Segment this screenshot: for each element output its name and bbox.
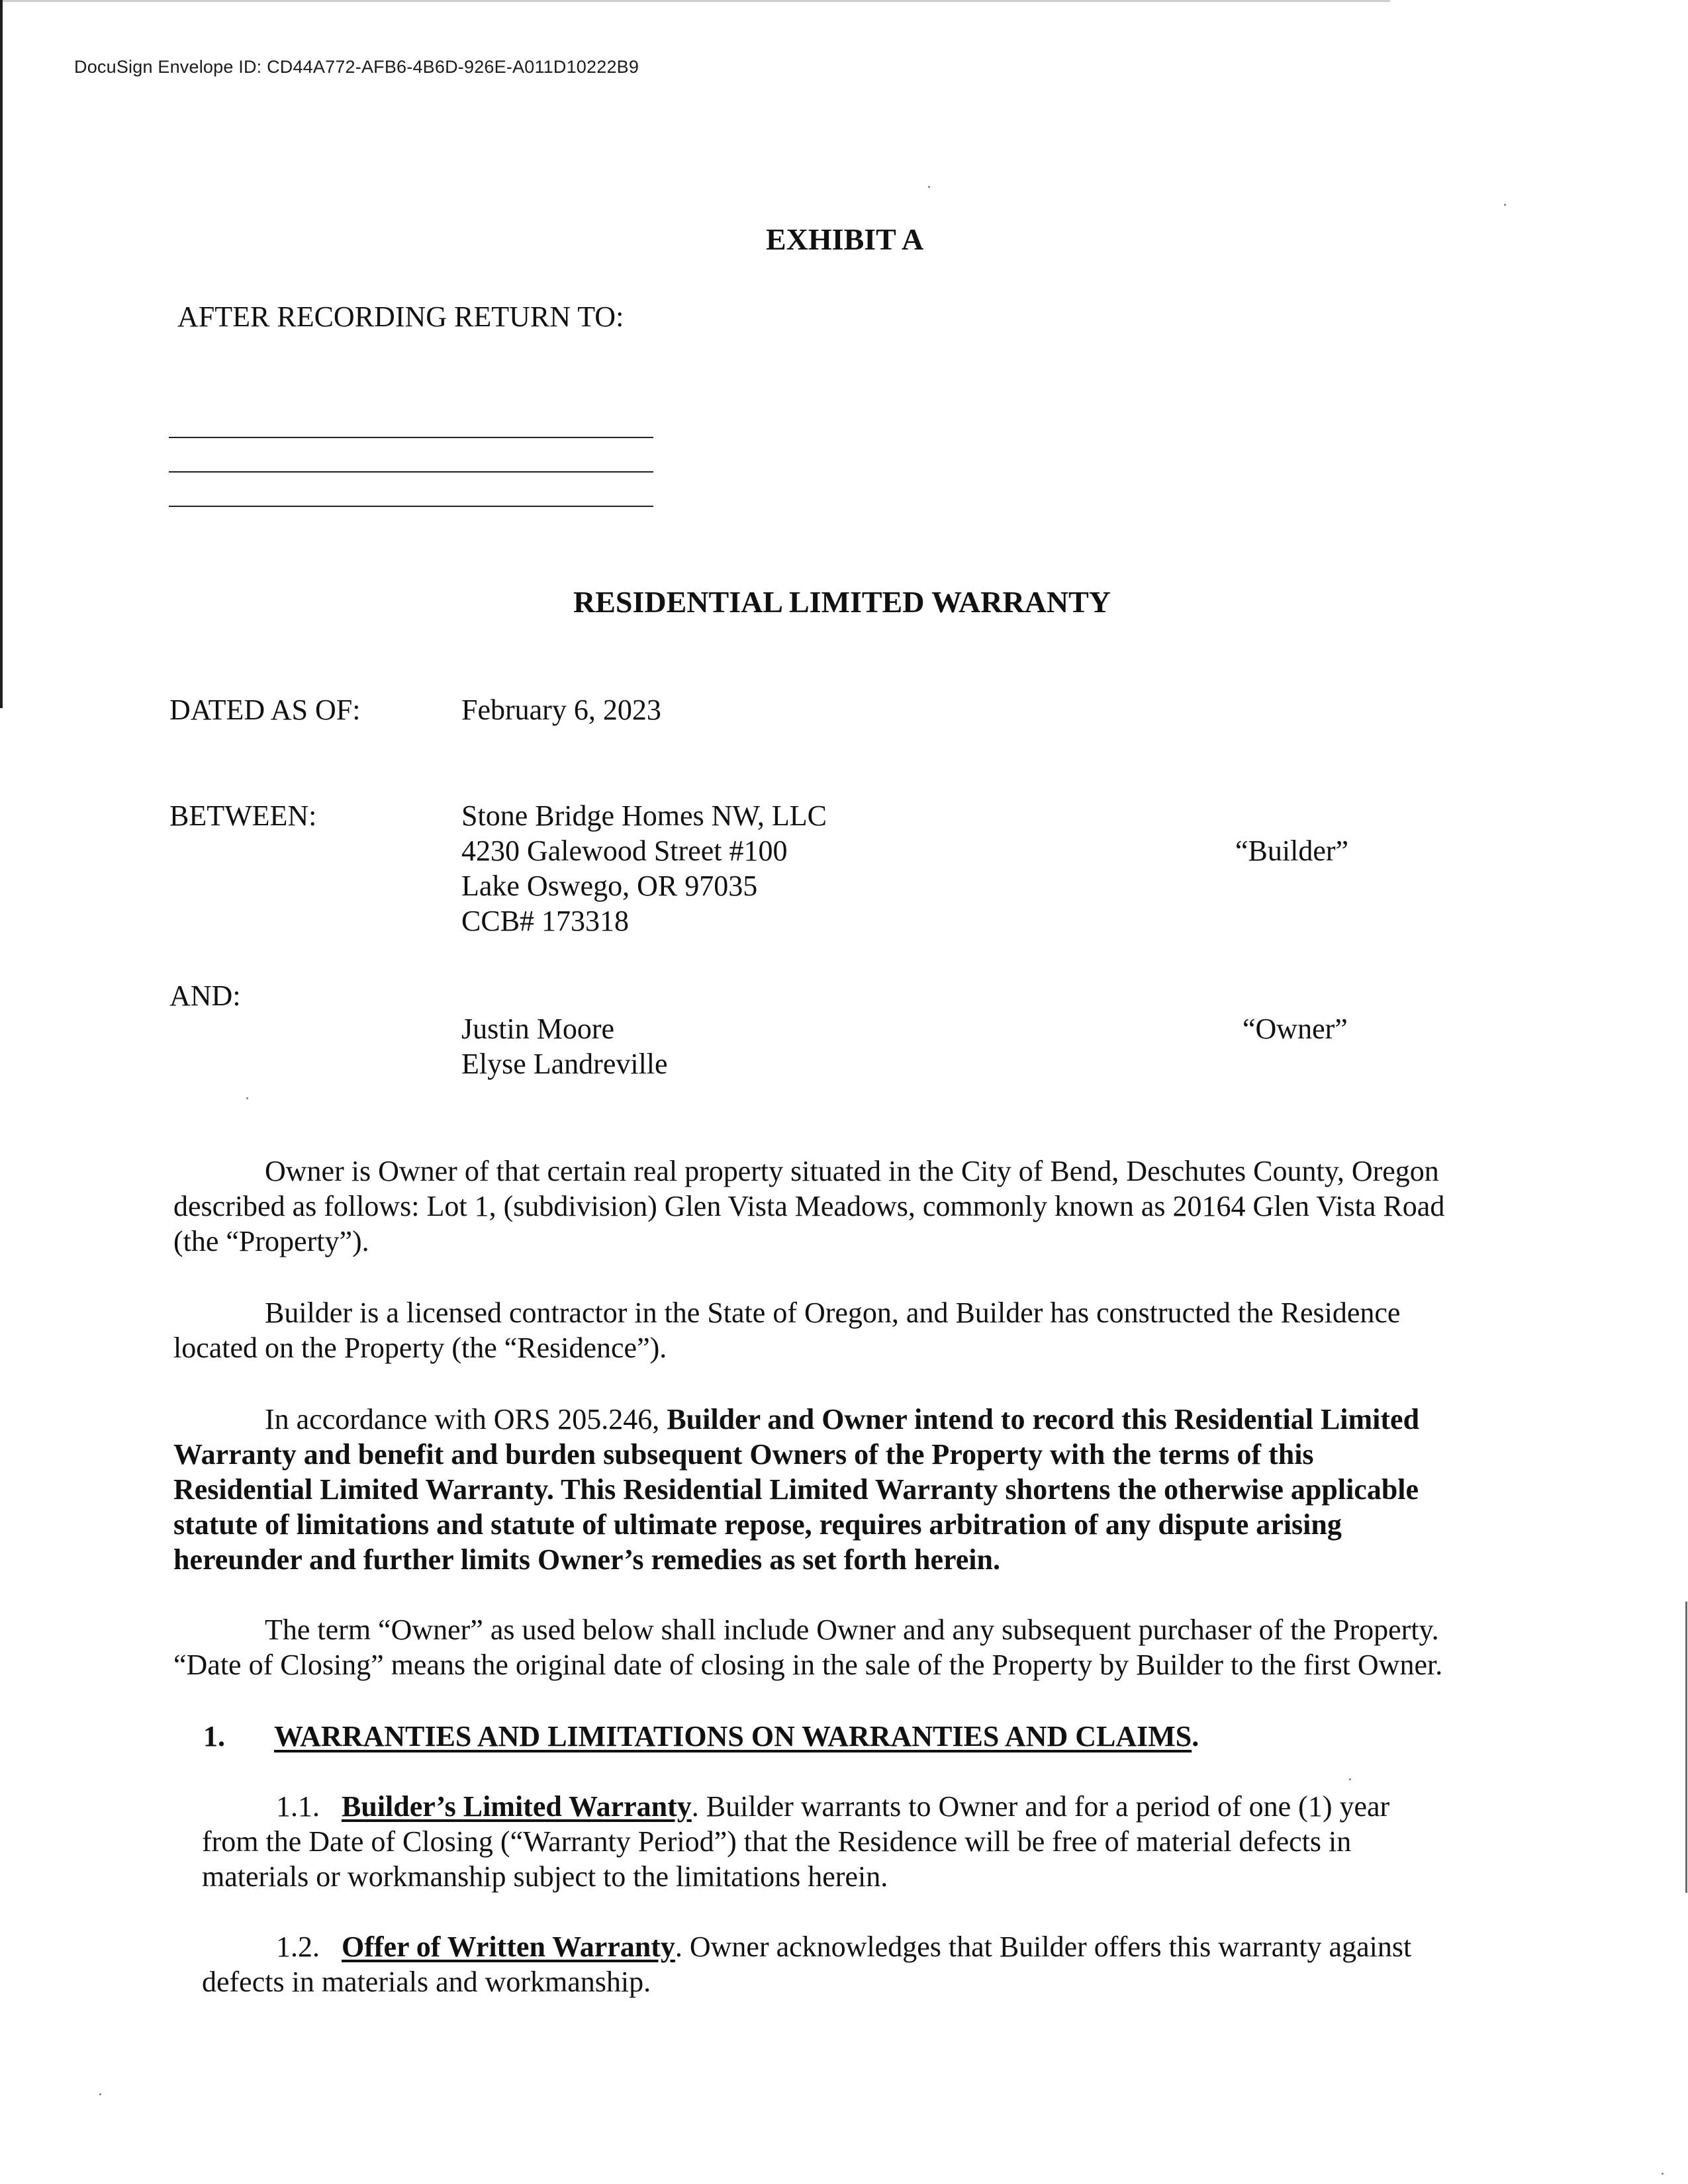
envelope-id: DocuSign Envelope ID: CD44A772-AFB6-4B6D-926E-A011D10222B9 — [74, 57, 639, 77]
recording-label: AFTER RECORDING RETURN TO: — [177, 300, 624, 333]
paragraph-line — [173, 1402, 1419, 1437]
scan-speck — [928, 186, 930, 188]
ors-intro: In accordance with ORS 205.246, — [265, 1403, 667, 1435]
section-title-period: . — [1192, 1720, 1199, 1752]
builder-street: 4230 Galewood Street #100 — [461, 835, 788, 867]
ors-bold-text: Builder and Owner intend to record this Residential Limited — [667, 1403, 1420, 1435]
document-title: RESIDENTIAL LIMITED WARRANTY — [573, 585, 1111, 619]
section-heading — [274, 1719, 1199, 1753]
paragraph-line: described as follows: Lot 1, (subdivision) Glen Vista Meadows, commonly known as 20164 Glen Vista Road — [173, 1190, 1445, 1222]
paragraph-line: (the “Property”). — [173, 1225, 369, 1257]
scan-speck — [1504, 204, 1506, 206]
paragraph-line: statute of limitations and statute of ultimate repose, requires arbitration of any dispute arising — [173, 1508, 1342, 1541]
dated-label: DATED AS OF: — [169, 694, 361, 726]
scan-edge-top — [0, 0, 1390, 2]
builder-paragraph — [173, 1295, 1400, 1365]
scan-edge-right — [1685, 1602, 1687, 1893]
builder-ccb: CCB# 173318 — [461, 905, 630, 937]
builder-block — [461, 798, 827, 938]
subsection-title: Offer of Written Warranty — [342, 1931, 675, 1963]
paragraph-line: defects in materials and workmanship. — [202, 1966, 651, 1998]
paragraph-line: from the Date of Closing (“Warranty Period”) that the Residence will be free of material defects in — [202, 1825, 1352, 1858]
paragraph-line — [202, 1929, 1411, 1964]
paragraph-line: Owner is Owner of that certain real property situated in the City of Bend, Deschutes County, Oregon — [265, 1155, 1439, 1187]
paragraph-line: Builder is a licensed contractor in the State of Oregon, and Builder has constructed the Residence — [265, 1297, 1401, 1329]
paragraph-line: Warranty and benefit and burden subsequent Owners of the Property with the terms of this — [173, 1438, 1314, 1471]
subsection-1-1 — [202, 1789, 1389, 1894]
return-address-line — [169, 437, 653, 438]
dated-value: February 6, 2023 — [461, 694, 661, 726]
subsection-text: . Owner acknowledges that Builder offers this warranty against — [675, 1931, 1412, 1963]
owner-role: “Owner” — [1243, 1013, 1348, 1045]
return-address-line — [169, 471, 653, 473]
subsection-text: . Builder warrants to Owner and for a period of one (1) year — [691, 1790, 1390, 1823]
owner-term-paragraph — [173, 1612, 1442, 1682]
builder-role: “Builder” — [1235, 835, 1349, 867]
and-label: AND: — [169, 979, 241, 1012]
owner-name-1: Justin Moore — [461, 1013, 614, 1045]
scan-speck — [246, 1097, 248, 1099]
owner-name-2: Elyse Landreville — [461, 1048, 668, 1080]
scan-speck — [99, 2093, 101, 2095]
paragraph-line: The term “Owner” as used below shall include Owner and any subsequent purchaser of the Property. — [265, 1614, 1439, 1646]
subsection-title: Builder’s Limited Warranty — [342, 1790, 692, 1823]
paragraph-line: Residential Limited Warranty. This Residential Limited Warranty shortens the otherwise applicable — [173, 1473, 1419, 1506]
paragraph-line — [202, 1789, 1389, 1824]
exhibit-title: EXHIBIT A — [766, 222, 924, 256]
scan-speck — [1662, 2173, 1664, 2175]
subsection-number: 1.1. — [276, 1790, 320, 1823]
section-title: WARRANTIES AND LIMITATIONS ON WARRANTIES AND CLAIMS — [274, 1720, 1192, 1752]
paragraph-line: located on the Property (the “Residence”). — [173, 1332, 667, 1364]
subsection-number: 1.2. — [276, 1931, 320, 1963]
paragraph-line: hereunder and further limits Owner’s remedies as set forth herein. — [173, 1543, 1000, 1576]
paragraph-line: materials or workmanship subject to the limitations herein. — [202, 1860, 888, 1893]
scan-speck — [1349, 1778, 1351, 1780]
scan-edge-left — [0, 0, 3, 708]
ors-paragraph — [173, 1402, 1419, 1577]
between-label: BETWEEN: — [169, 799, 317, 832]
section-number: 1. — [203, 1720, 225, 1752]
owner-block — [461, 1011, 668, 1081]
builder-name: Stone Bridge Homes NW, LLC — [461, 799, 827, 832]
paragraph-line: “Date of Closing” means the original date of closing in the sale of the Property by Builder to the first Owner. — [173, 1649, 1443, 1681]
return-address-line — [169, 506, 653, 507]
property-paragraph — [173, 1154, 1444, 1259]
builder-city: Lake Oswego, OR 97035 — [461, 870, 758, 902]
subsection-1-2 — [202, 1929, 1411, 1999]
